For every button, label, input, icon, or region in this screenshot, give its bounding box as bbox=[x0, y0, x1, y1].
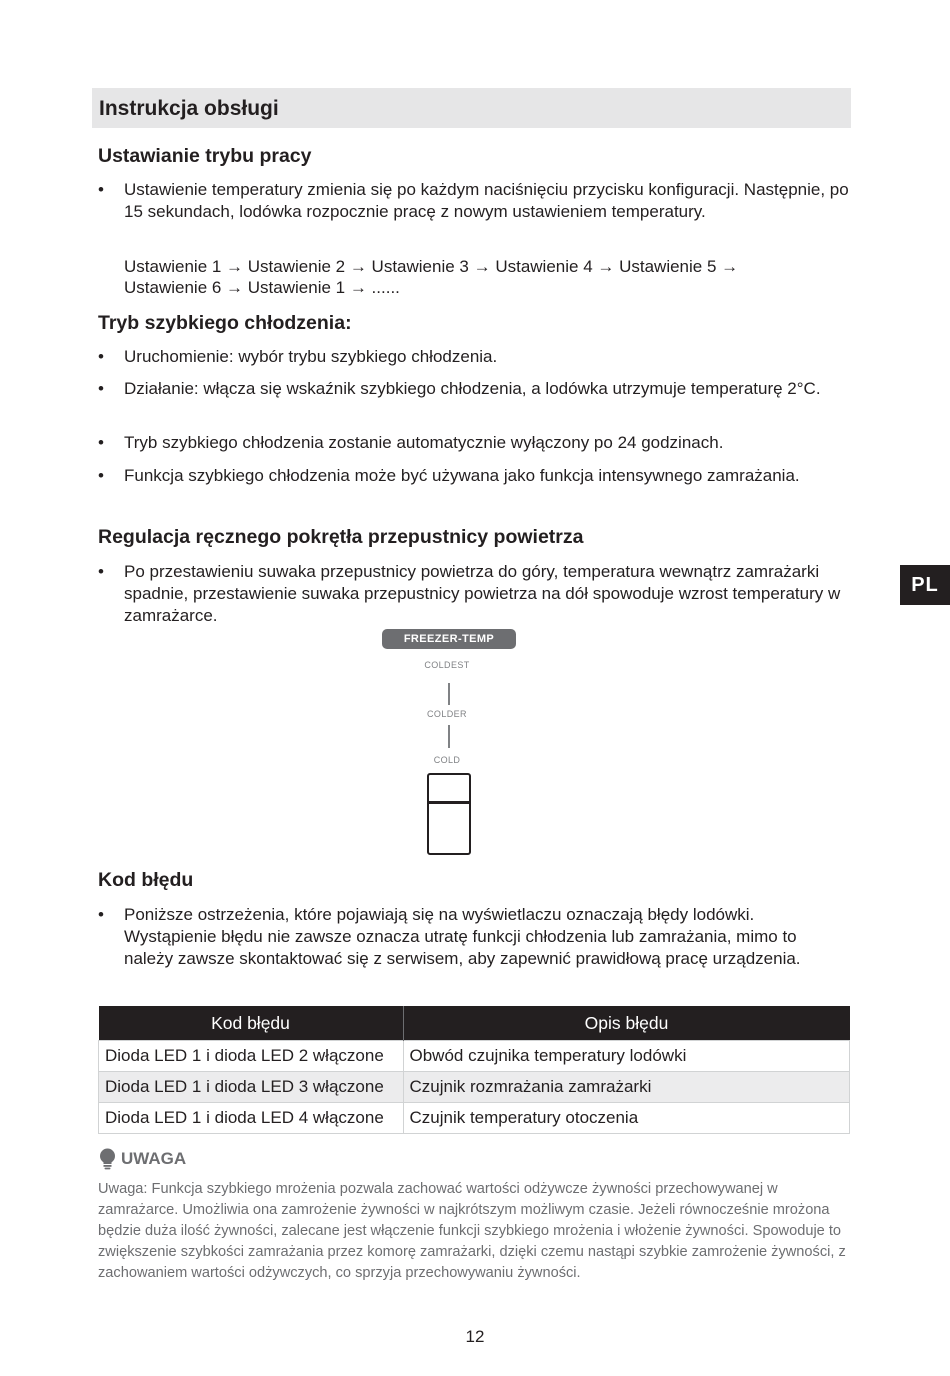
bullet-dot: • bbox=[98, 180, 104, 199]
page-header bbox=[92, 88, 851, 128]
error-description-cell: Czujnik temperatury otoczenia bbox=[403, 1103, 850, 1134]
list-item bbox=[98, 904, 850, 970]
bullet-text: Ustawienie temperatury zmienia się po każdym naciśnięciu przycisku konfiguracji. Następnie, po 15 sekundach, lodówka rozpocznie pracę z nowym ustawieniem temperatury. bbox=[124, 180, 849, 221]
bullet-text: Funkcja szybkiego chłodzenia może być używana jako funkcja intensywnego zamrażania. bbox=[124, 466, 800, 485]
list-item bbox=[98, 346, 850, 368]
note-header bbox=[98, 1148, 186, 1170]
level-coldest: COLDEST bbox=[424, 660, 470, 670]
level-colder: COLDER bbox=[427, 709, 467, 719]
level-connector bbox=[448, 683, 450, 705]
error-description-cell: Obwód czujnika temperatury lodówki bbox=[403, 1041, 850, 1072]
section-heading-quick-cooling: Tryb szybkiego chłodzenia: bbox=[98, 312, 352, 334]
bullet-dot: • bbox=[98, 379, 104, 398]
bullet-text: Po przestawieniu suwaka przepustnicy powietrza do góry, temperatura wewnątrz zamrażarki spadnie, przestawienie suwaka przepustnicy powietrza na dół spowoduje wzrost temperatury w zamrażarce. bbox=[124, 562, 841, 625]
setting-sequence-line-2: Ustawienie 6 → Ustawienie 1 → ...... bbox=[124, 278, 400, 297]
lightbulb-icon bbox=[98, 1148, 117, 1170]
error-code-cell: Dioda LED 1 i dioda LED 3 włączone bbox=[99, 1072, 404, 1103]
column-header-description: Opis błędu bbox=[403, 1006, 850, 1041]
section-heading-error-code: Kod błędu bbox=[98, 869, 194, 891]
page-title: Instrukcja obsługi bbox=[99, 97, 279, 120]
language-tab: PL bbox=[900, 565, 950, 605]
bullet-text: Poniższe ostrzeżenia, które pojawiają się na wyświetlaczu oznaczają błędy lodówki. Wystąpienie błędu nie zawsze oznacza utratę funkcji chłodzenia lub zamrażania, mimo to należy zawsze skontaktować się z serwisem, aby zapewnić prawidłową pracę urządzenia. bbox=[124, 905, 801, 968]
list-item bbox=[98, 432, 850, 454]
table-header-row bbox=[99, 1006, 850, 1041]
bullet-dot: • bbox=[98, 466, 104, 485]
bullet-dot: • bbox=[98, 905, 104, 924]
table-row bbox=[99, 1041, 850, 1072]
fridge-icon bbox=[427, 773, 471, 855]
bullet-text: Uruchomienie: wybór trybu szybkiego chłodzenia. bbox=[124, 347, 498, 366]
bullet-text: Działanie: włącza się wskaźnik szybkiego chłodzenia, a lodówka utrzymuje temperaturę 2°C. bbox=[124, 379, 821, 398]
bullet-dot: • bbox=[98, 433, 104, 452]
error-code-cell: Dioda LED 1 i dioda LED 2 włączone bbox=[99, 1041, 404, 1072]
column-header-code: Kod błędu bbox=[99, 1006, 404, 1041]
level-connector bbox=[448, 725, 450, 748]
error-code-table bbox=[98, 1006, 850, 1134]
page-number: 12 bbox=[465, 1327, 485, 1346]
note-title: UWAGA bbox=[121, 1149, 187, 1168]
list-item bbox=[98, 378, 850, 400]
list-item bbox=[98, 561, 850, 627]
bullet-dot: • bbox=[98, 562, 104, 581]
bullet-text: Tryb szybkiego chłodzenia zostanie automatycznie wyłączony po 24 godzinach. bbox=[124, 433, 724, 452]
table-row bbox=[99, 1103, 850, 1134]
list-item bbox=[98, 465, 850, 487]
error-description-cell: Czujnik rozmrażania zamrażarki bbox=[403, 1072, 850, 1103]
table-row bbox=[99, 1072, 850, 1103]
bullet-dot: • bbox=[98, 347, 104, 366]
list-item bbox=[98, 179, 850, 223]
freezer-temp-label: FREEZER-TEMP bbox=[382, 629, 516, 649]
fridge-divider bbox=[429, 801, 469, 804]
error-code-cell: Dioda LED 1 i dioda LED 4 włączone bbox=[99, 1103, 404, 1134]
note-body: Uwaga: Funkcja szybkiego mrożenia pozwala zachować wartości odżywcze żywności przechowywanej w zamrażarce. Umożliwia ona zamrożenie żywności w najkrótszym możliwym czasie. Jeżeli równocześnie mrożona będzie duża ilość żywności, zalecane jest włączenie funkcji szybkiego mrożenia i włożenie żywności. Spowoduje to zwiększenie szybkości zamrażania przez komorę zamrażarki, dzięki czemu nastąpi szybkie zamrożenie żywności, z zachowaniem wartości odżywczych, co sprzyja przechowywaniu żywności. bbox=[98, 1181, 846, 1281]
setting-sequence-line-1: Ustawienie 1 → Ustawienie 2 → Ustawienie 3 → Ustawienie 4 → Ustawienie 5 → bbox=[124, 257, 739, 276]
level-cold: COLD bbox=[433, 755, 461, 765]
section-heading-damper: Regulacja ręcznego pokrętła przepustnicy powietrza bbox=[98, 526, 584, 548]
section-heading-mode: Ustawianie trybu pracy bbox=[98, 145, 312, 167]
